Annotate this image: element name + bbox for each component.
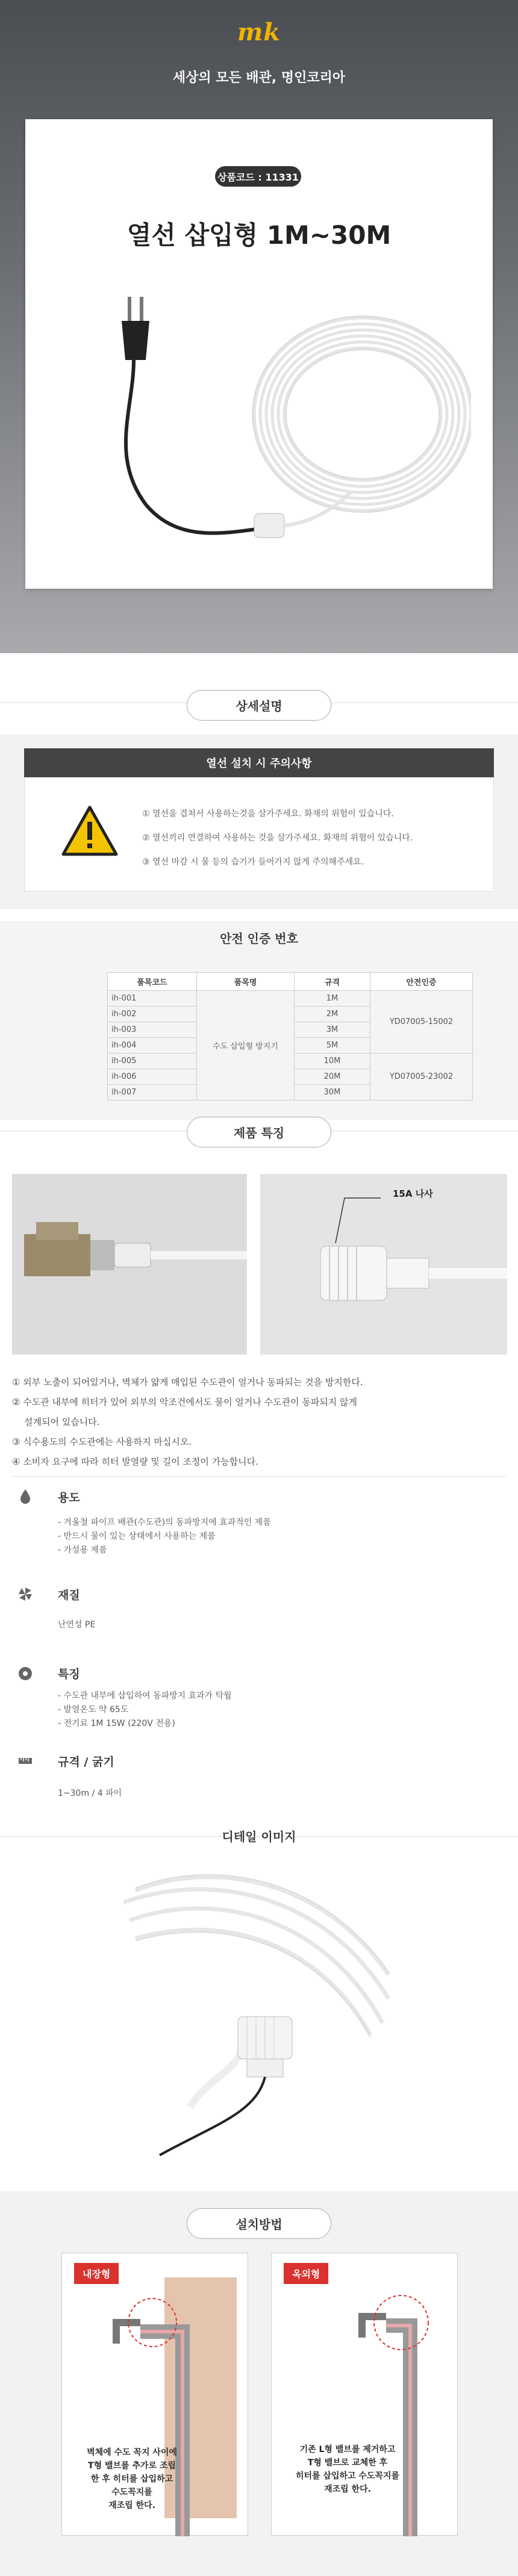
item-size: 5M	[295, 1038, 370, 1054]
indoor-badge: 내장형	[74, 2263, 119, 2284]
outdoor-note	[281, 2443, 414, 2496]
item-size: 10M	[295, 1054, 370, 1069]
fitting-photo	[12, 1174, 247, 1355]
table-header: 규격	[295, 973, 370, 991]
caution-heading: 열선 설치 시 주의사항	[24, 748, 494, 777]
cert-title: 안전 인증 번호	[220, 931, 298, 946]
feature-section-label: 제품 특징	[187, 1117, 331, 1147]
note-line: T형 밸브를 추가로 조립	[88, 2461, 176, 2471]
item-code: ih-005	[108, 1054, 197, 1069]
feature-item: ④ 소비자 요구에 따라 히터 발열량 및 길이 조정이 가능합니다.	[12, 1456, 258, 1467]
detail-section-label: 상세설명	[187, 690, 331, 721]
item-code: ih-004	[108, 1038, 197, 1054]
usage-line: - 반드시 물이 있는 상태에서 사용하는 제품	[58, 1532, 216, 1541]
item-code: ih-001	[108, 991, 197, 1007]
table-header: 품목명	[197, 973, 295, 991]
install-outdoor-panel	[271, 2253, 458, 2536]
usage-icon	[17, 1488, 34, 1504]
note-line: 벽체에 수도 꼭지 사이에	[87, 2448, 177, 2457]
caution-item: ② 열선끼리 연결하여 사용하는 것을 삼가주세요. 화재의 위험이 있습니다.	[142, 833, 413, 843]
note-line: 한 후 히터를 삽입하고	[90, 2474, 173, 2484]
item-size: 20M	[295, 1069, 370, 1085]
cert-table	[107, 972, 473, 1100]
item-code: ih-003	[108, 1022, 197, 1038]
note-line: 재조립 한다.	[108, 2501, 155, 2510]
note-line: T형 밸브로 교체한 후	[307, 2458, 388, 2468]
usage-line: - 겨울철 파이프 배관(수도관)의 동파방지에 효과적인 제품	[58, 1518, 271, 1527]
item-code: ih-002	[108, 1007, 197, 1022]
feature-line: - 수도관 내부에 삽입하여 동파방지 효과가 탁월	[58, 1691, 232, 1701]
feature-lines	[58, 1689, 232, 1731]
table-header-row	[108, 973, 473, 991]
divider	[12, 1476, 506, 1477]
item-code: ih-006	[108, 1069, 197, 1085]
feature-item: 설계되어 있습니다.	[24, 1417, 100, 1427]
usage-line: - 가설용 제품	[58, 1545, 107, 1555]
material-title: 재질	[58, 1589, 80, 1602]
brand-slogan: 세상의 모든 배관, 명인코리아	[172, 70, 346, 85]
outdoor-badge: 옥외형	[284, 2263, 328, 2284]
material-lines	[58, 1618, 95, 1632]
detail-photo	[123, 1854, 395, 2167]
feature-title: 특징	[58, 1668, 80, 1681]
item-cert: YD07005-15002	[370, 991, 473, 1054]
feature-item: ① 외부 노출이 되어있거나, 벽체가 얇게 매입된 수도관이 얼거나 동파되는 것을 방지한다.	[12, 1377, 363, 1388]
detail-image-label: 디테일 이미지	[222, 1830, 296, 1844]
table-header: 안전인증	[370, 973, 473, 991]
item-name: 수도 삽입형 방지기	[197, 991, 295, 1100]
item-size: 1M	[295, 991, 370, 1007]
feature-icon	[17, 1665, 34, 1682]
item-size: 3M	[295, 1022, 370, 1038]
item-size: 2M	[295, 1007, 370, 1022]
caution-box	[24, 777, 494, 892]
caution-item: ① 열선을 겹쳐서 사용하는것을 삼가주세요. 화재의 위험이 있습니다.	[142, 809, 394, 819]
note-line: 수도꼭지를	[111, 2488, 152, 2497]
ruler-icon	[17, 1752, 34, 1769]
item-code: ih-007	[108, 1085, 197, 1100]
product-photo	[61, 276, 471, 577]
size-lines	[58, 1787, 122, 1801]
item-size: 30M	[295, 1085, 370, 1100]
feature-item: ③ 식수용도의 수도관에는 사용하지 마십시오.	[12, 1436, 192, 1447]
feature-line: - 전기료 1M 15W (220V 전용)	[58, 1719, 175, 1728]
caution-list	[142, 802, 479, 874]
product-title: 열선 삽입형 1M~30M	[126, 220, 392, 250]
note-line: 기존 L형 밸브를 제거하고	[299, 2445, 396, 2454]
feature-line: - 발열온도 약 65도	[58, 1705, 129, 1715]
caution-item: ③ 열선 마감 시 물 등의 습기가 들어가지 않게 주의해주세요.	[142, 857, 364, 867]
install-indoor-panel	[61, 2253, 248, 2536]
product-card	[25, 119, 493, 589]
note-line: 히터를 삽입하고 수도꼭지를	[295, 2471, 400, 2481]
item-cert: YD07005-23002	[370, 1054, 473, 1100]
feature-list	[12, 1373, 506, 1472]
usage-lines	[58, 1516, 271, 1557]
size-line: 1~30m / 4 파이	[58, 1789, 122, 1798]
note-line: 재조립 한다.	[324, 2484, 371, 2494]
product-code-badge: 상품코드 : 11331	[215, 166, 301, 187]
indoor-note	[72, 2446, 192, 2512]
table-header: 품목코드	[108, 973, 197, 991]
thread-callout: 15A 나사	[393, 1188, 433, 1199]
material-icon	[17, 1586, 34, 1603]
material-line: 난연성 PE	[58, 1620, 96, 1630]
usage-title: 용도	[58, 1491, 80, 1504]
brand-logo: mk	[237, 18, 281, 46]
install-section-label: 설치방법	[187, 2208, 331, 2239]
feature-item: ② 수도관 내부에 히터가 있어 외부의 악조건에서도 물이 얼거나 수도관이 동파되지 않게	[12, 1397, 358, 1407]
thread-photo	[260, 1174, 507, 1355]
warning-icon	[61, 805, 119, 857]
table-row	[108, 991, 473, 1007]
size-title: 규격 / 굵기	[58, 1755, 114, 1769]
